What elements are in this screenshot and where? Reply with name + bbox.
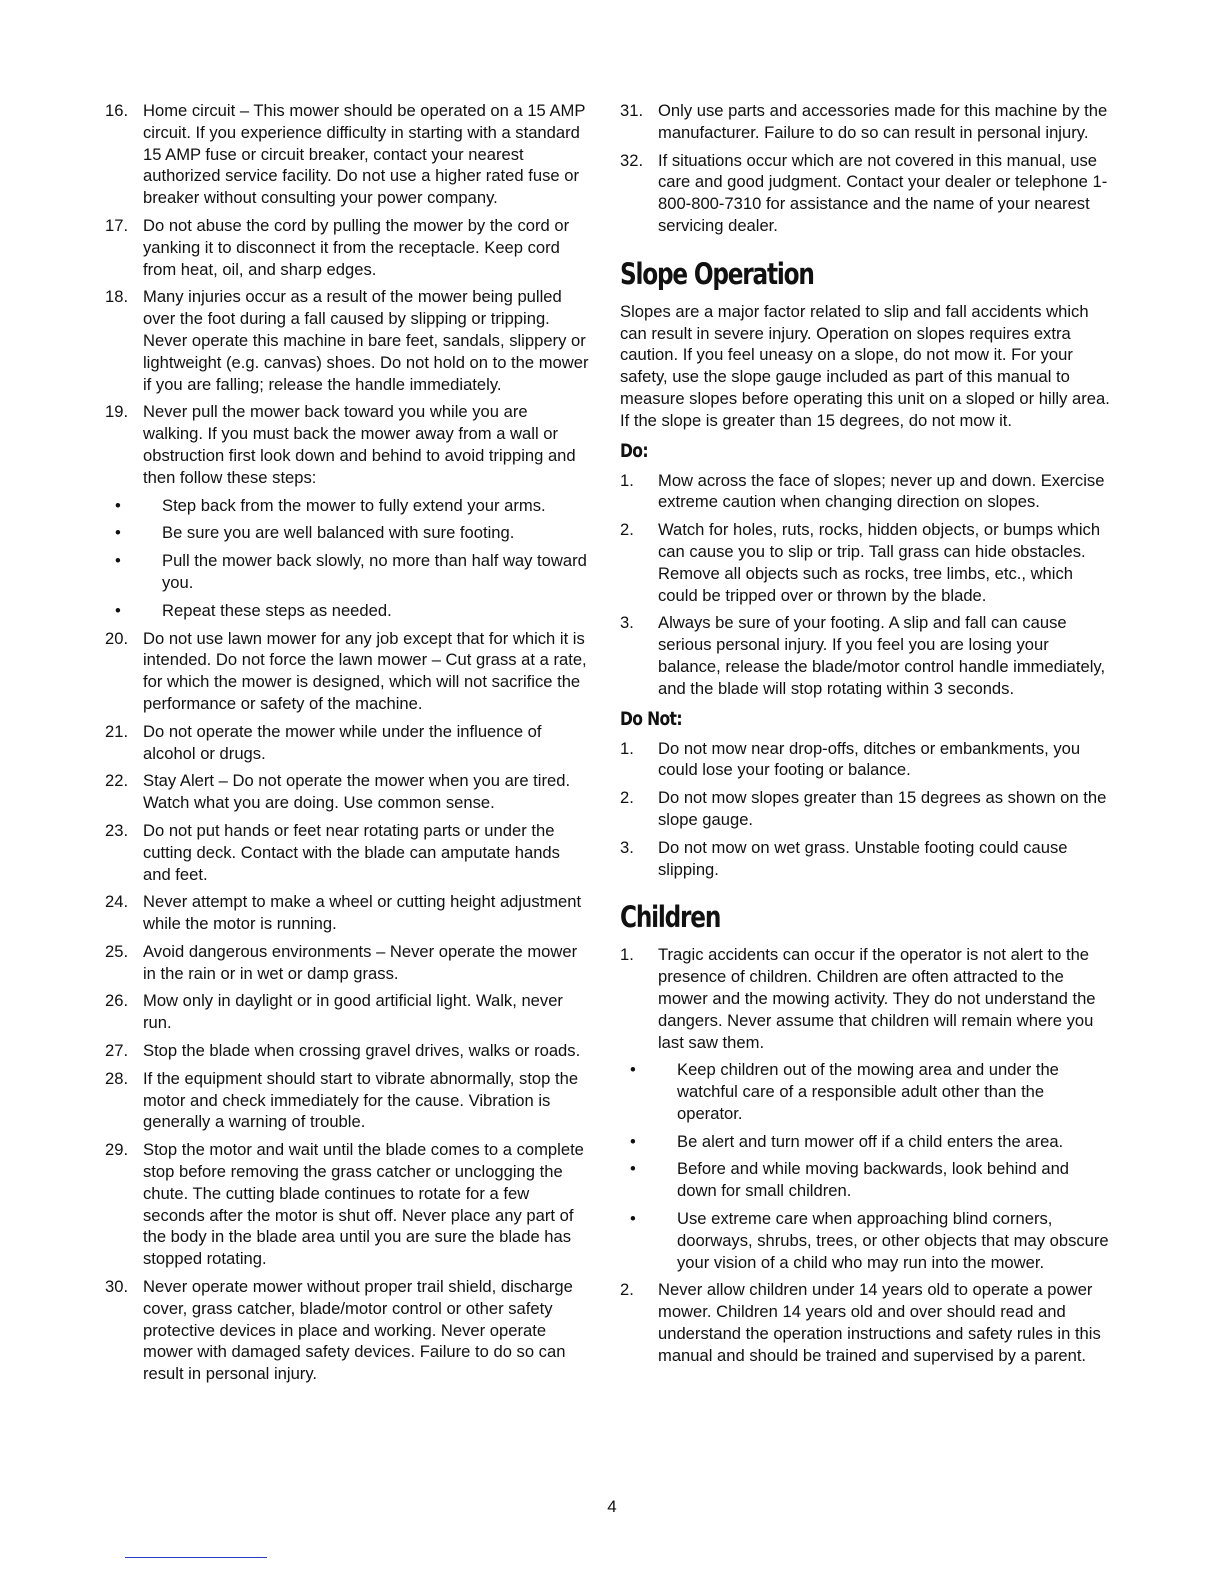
item-text: Stay Alert – Do not operate the mower when you are tired. Watch what you are doing. Use common sense.: [143, 771, 571, 813]
list-item: [105, 721, 590, 765]
bullet-item: [105, 522, 590, 544]
item-text: Never pull the mower back toward you while you are walking. If you must back the mower away from a wall or obstruction first look down and behind to avoid tripping and then follow these steps:: [143, 402, 576, 487]
right-column: [620, 100, 1110, 1373]
item-number: 1.: [620, 945, 634, 965]
slope-operation-heading: Slope Operation: [620, 256, 814, 291]
item-number: 25.: [105, 941, 129, 961]
item-text: Do not operate the mower while under the influence of alcohol or drugs.: [143, 721, 542, 763]
item-text: Never attempt to make a wheel or cutting height adjustment while the motor is running.: [143, 892, 582, 934]
list-item: [620, 100, 1110, 144]
bullet-item: [105, 600, 590, 622]
item-text: Do not mow slopes greater than 15 degrees as shown on the slope gauge.: [658, 788, 1107, 829]
list-item: [105, 401, 590, 488]
item-text: Do not use lawn mower for any job except that for which it is intended. Do not force the lawn mower – Cut grass at a rate, for which the mower is designed, which will not sacrifice the performance or safety of the machine.: [143, 628, 587, 713]
bullet-icon: •: [115, 551, 121, 571]
item-text: Always be sure of your footing. A slip and fall can cause serious personal injury. If you feel you are losing your balance, release the blade/motor control handle immediately, and the blade will stop rotating within 3 seconds.: [658, 613, 1106, 698]
bullet-icon: •: [630, 1209, 636, 1229]
bullet-text: Before and while moving backwards, look behind and down for small children.: [677, 1159, 1070, 1201]
bullet-icon: •: [630, 1159, 636, 1179]
item-number: 18.: [105, 287, 129, 307]
item-text: Mow across the face of slopes; never up and down. Exercise extreme caution when changing direction on slopes.: [658, 470, 1105, 512]
bullet-icon: •: [115, 600, 121, 620]
item-text: Stop the blade when crossing gravel drives, walks or roads.: [143, 1041, 581, 1061]
bullet-text: Be sure you are well balanced with sure footing.: [162, 523, 515, 543]
footer-rule: [125, 1557, 267, 1558]
list-item: [105, 770, 590, 814]
bullet-item: [105, 550, 590, 594]
item-text: Never operate mower without proper trail shield, discharge cover, grass catcher, blade/motor control or other safety protective devices in place and working. Never operate mower with damaged safety devices. Failure to do so can result in personal injury.: [143, 1277, 573, 1384]
item-number: 30.: [105, 1277, 129, 1297]
list-item: [620, 470, 1110, 514]
item-number: 17.: [105, 215, 129, 235]
list-item: [105, 941, 590, 985]
page-number: 4: [607, 1497, 617, 1516]
item-number: 22.: [105, 771, 129, 791]
bullet-text: Use extreme care when approaching blind corners, doorways, shrubs, trees, or other objects that may obscure your vision of a child who may run into the mower.: [677, 1209, 1109, 1272]
children-heading: Children: [620, 900, 721, 935]
list-item: [620, 612, 1110, 699]
list-item: [105, 286, 590, 395]
left-column: [105, 100, 590, 1391]
list-item: [620, 944, 1110, 1053]
item-text: If the equipment should start to vibrate abnormally, stop the motor and check immediately for the cause. Vibration is generally a warning of trouble.: [143, 1068, 579, 1132]
list-item: [105, 891, 590, 935]
item-text: Never allow children under 14 years old to operate a power mower. Children 14 years old and over should read and understand the operation instructions and safety rules in this manual and should be trained and supervised by a parent.: [658, 1280, 1101, 1365]
item-number: 3.: [620, 613, 634, 633]
item-text: Do not put hands or feet near rotating parts or under the cutting deck. Contact with the blade can amputate hands and feet.: [143, 820, 560, 884]
item-number: 20.: [105, 628, 129, 648]
bullet-icon: •: [630, 1060, 636, 1080]
do-not-heading: Do Not:: [620, 707, 682, 730]
item-number: 2.: [620, 1280, 634, 1300]
item-number: 27.: [105, 1041, 129, 1061]
item-text: Watch for holes, ruts, rocks, hidden objects, or bumps which can cause you to slip or trip. Tall grass can hide obstacles. Remove all objects such as rocks, tree limbs, etc., which could be tripped over or thrown by the blade.: [658, 520, 1101, 605]
bullet-text: Keep children out of the mowing area and under the watchful care of a responsible adult other than the operator.: [677, 1060, 1059, 1123]
bullet-text: Be alert and turn mower off if a child enters the area.: [677, 1131, 1064, 1151]
item-text: Home circuit – This mower should be operated on a 15 AMP circuit. If you experience difficulty in starting with a standard 15 AMP fuse or circuit breaker, contact your nearest authorized service facility. Do not use a higher rated fuse or breaker without consulting your power company.: [143, 101, 586, 208]
bullet-icon: •: [115, 495, 121, 515]
list-item: [105, 628, 590, 715]
list-item: [620, 738, 1110, 782]
item-text: If situations occur which are not covered in this manual, use care and good judgment. Contact your dealer or telephone 1-800-800-7310 for assistance and the name of your nearest servicing dealer.: [658, 150, 1108, 235]
bullet-item: [105, 495, 590, 517]
list-item: [620, 837, 1110, 881]
bullet-item: [620, 1059, 1110, 1124]
item-number: 2.: [620, 788, 634, 808]
list-item: [620, 787, 1110, 831]
item-text: Many injuries occur as a result of the mower being pulled over the foot during a fall caused by slipping or tripping. Never operate this machine in bare feet, sandals, slippery or lightweight (e.g. canvas) shoes. Do not hold on to the mower if you are falling; release the handle immediately.: [143, 287, 589, 394]
list-item: [620, 150, 1110, 237]
list-item: [105, 1139, 590, 1270]
item-text: Avoid dangerous environments – Never operate the mower in the rain or in wet or damp grass.: [143, 941, 578, 983]
bullet-item: [620, 1208, 1110, 1273]
list-item: [105, 1276, 590, 1385]
item-number: 19.: [105, 402, 129, 422]
item-text: Do not mow near drop-offs, ditches or embankments, you could lose your footing or balance.: [658, 738, 1081, 780]
item-text: Tragic accidents can occur if the operator is not alert to the presence of children. Children are often attracted to the mower and the mowing activity. They do not understand the dangers. Never assume that children will remain where you last saw them.: [658, 945, 1096, 1052]
item-text: Stop the motor and wait until the blade comes to a complete stop before removing the grass catcher or unclogging the chute. The cutting blade continues to rotate for a few seconds after the motor is shut off. Never place any part of the body in the blade area until you are sure the blade has stopped rotating.: [143, 1140, 584, 1269]
item-number: 23.: [105, 820, 129, 840]
list-item: [105, 1068, 590, 1133]
list-item: [620, 1279, 1110, 1366]
bullet-icon: •: [115, 523, 121, 543]
item-number: 31.: [620, 101, 644, 120]
do-heading: Do:: [620, 439, 648, 462]
item-text: Do not mow on wet grass. Unstable footing could cause slipping.: [658, 837, 1068, 879]
item-text: Mow only in daylight or in good artificial light. Walk, never run.: [143, 991, 563, 1033]
bullet-text: Pull the mower back slowly, no more than half way toward you.: [162, 551, 587, 592]
item-number: 21.: [105, 721, 129, 741]
slope-intro: Slopes are a major factor related to slip and fall accidents which can result in severe injury. Operation on slopes requires extra caution. If you feel uneasy on a slope, do not mow it. For your safety, use the slope gauge included as part of this manual to measure slopes before operating this unit on a sloped or hilly area. If the slope is greater than 15 degrees, do not mow it.: [620, 301, 1110, 430]
item-number: 26.: [105, 991, 129, 1011]
item-number: 28.: [105, 1068, 129, 1088]
item-number: 24.: [105, 892, 129, 912]
list-item: [105, 1040, 590, 1062]
item-text: Only use parts and accessories made for this machine by the manufacturer. Failure to do so can result in personal injury.: [658, 101, 1108, 142]
bullet-text: Repeat these steps as needed.: [162, 600, 392, 620]
item-number: 2.: [620, 520, 634, 540]
bullet-item: [620, 1158, 1110, 1202]
bullet-item: [620, 1131, 1110, 1153]
bullet-icon: •: [630, 1131, 636, 1151]
item-number: 1.: [620, 470, 634, 490]
item-number: 3.: [620, 837, 634, 857]
item-number: 29.: [105, 1140, 129, 1160]
list-item: [105, 820, 590, 885]
item-number: 32.: [620, 150, 644, 170]
list-item: [105, 990, 590, 1034]
item-number: 16.: [105, 101, 129, 120]
list-item: [620, 519, 1110, 606]
list-item: [105, 100, 590, 209]
item-text: Do not abuse the cord by pulling the mower by the cord or yanking it to disconnect it from the receptacle. Keep cord from heat, oil, and sharp edges.: [143, 215, 570, 279]
item-number: 1.: [620, 738, 634, 758]
bullet-text: Step back from the mower to fully extend your arms.: [162, 495, 546, 515]
list-item: [105, 215, 590, 280]
